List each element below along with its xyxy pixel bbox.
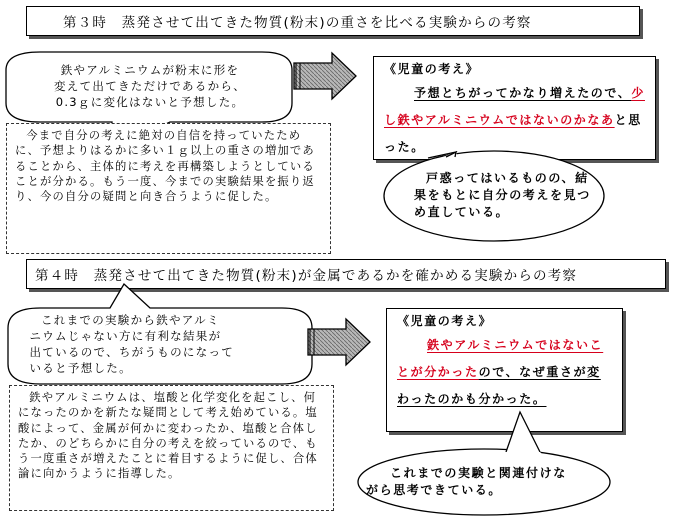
section4-bubble-line: これまでの実験から鉄やアルミ: [41, 313, 220, 327]
section3-eval-line: 果をもとに自分の考えを見つ: [414, 188, 591, 202]
section4-eval-line: これまでの実験と関連付けな: [390, 466, 567, 480]
section3-child-text-red: 少し鉄やアルミニウムではないのかなあ: [384, 86, 645, 127]
section4-child-text-red: 鉄やアルミニウムではないことが分かった: [397, 338, 604, 379]
section3-child-text: と思った。: [384, 113, 642, 154]
section3-bubble-line: 変えて出てきただけであるから、: [54, 79, 246, 93]
section4-eval-line: がら思考できている。: [366, 483, 503, 497]
section3-title: 第３時 蒸発させて出てきた物質(粉末)の重さを比べる実験からの考察: [63, 15, 532, 31]
section4-evaluation-text: [366, 465, 606, 499]
section3-eval-line: 戸惑ってはいるものの、結: [426, 171, 589, 185]
section4-child-text: ので、なぜ重さが変わったのかも分かった。: [397, 365, 601, 406]
section3-bubble-line: 鉄やアルミニウムが粉末に形を: [60, 63, 240, 77]
section4-title: 第４時 蒸発させて出てきた物質(粉末)が金属であるかを確かめる実験からの考察: [35, 268, 578, 284]
section4-bubble-line: 出ているので、ちがうものになって: [29, 345, 235, 359]
section3-eval-line: め直している。: [414, 205, 510, 219]
section4-teacher-note-text: 鉄やアルミニウムは、塩酸と化学変化を起こし、何になったのかを新たな疑問として考え始めている。塩酸によって、金属が何かに変わったか、塩酸と合体したか、のどちらかに自分の考えを絞っているので、もう一度重さが増えたことに着目するように促し、合体論に向かうように指導した。: [18, 391, 318, 481]
section4-child-label: 《児童の考え》: [397, 314, 493, 328]
section3-child-text: 予想とちがってかなり増えたので、: [414, 86, 632, 100]
section3-teacher-note-text: 今まで自分の考えに絶対の自信を持っていたために、予想よりはるかに多い１ｇ以上の重さの増加であることから、主体的に考えを再構築しようとしていることが分かる。もう一度、今までの実験結果を振り返り、今の自分の疑問と向き合うように促した。: [15, 129, 315, 204]
section3-bubble-line: 0.3ｇに変化はないと予想した。: [55, 95, 245, 109]
section3-child-label: 《児童の考え》: [384, 62, 480, 76]
section4-bubble-line: いると予想した。: [29, 361, 132, 375]
section4-bubble-line: ニウムじゃない方に有利な結果が: [29, 329, 222, 343]
